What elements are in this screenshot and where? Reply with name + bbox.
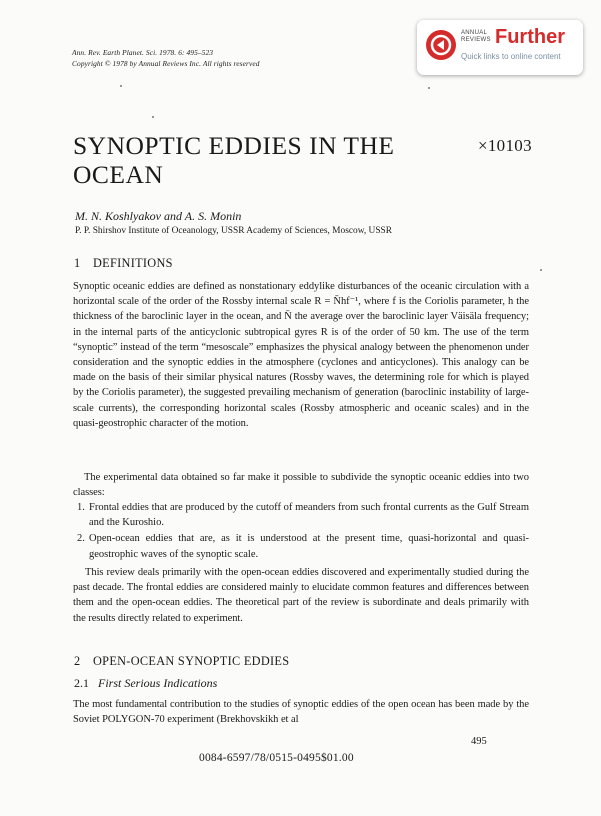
journal-reference: Ann. Rev. Earth Planet. Sci. 1978. 6: 495–523 xyxy=(72,48,214,57)
section-title: OPEN-OCEAN SYNOPTIC EDDIES xyxy=(93,654,290,668)
section-heading-open-ocean xyxy=(74,654,289,669)
price-code: 0084-6597/78/0515-0495$01.00 xyxy=(199,752,354,764)
annual-reviews-logo-icon xyxy=(426,30,456,60)
section-number: 1 xyxy=(74,256,81,270)
scan-speck xyxy=(540,269,542,271)
paragraph: This review deals primarily with the open-ocean eddies discovered and experimentally studied during the past decade. The frontal eddies are considered mainly to elucidate common features and differences between them and the open-ocean eddies. The theoretical part of the review is subordinate and deals primarily with the results directly related to experiment. xyxy=(73,567,529,624)
list-item-text: Frontal eddies that are produced by the cutoff of meanders from such frontal currents as the Gulf Stream and the Kuroshio. xyxy=(89,502,529,529)
section-title: DEFINITIONS xyxy=(93,256,173,270)
scan-speck xyxy=(152,116,154,118)
list-item-number: 1. xyxy=(77,502,85,513)
subsection-title: First Serious Indications xyxy=(98,676,218,690)
copyright-notice: Copyright © 1978 by Annual Reviews Inc. All rights reserved xyxy=(72,59,260,68)
further-links-badge[interactable] xyxy=(417,20,583,75)
list-item-text: Open-ocean eddies that are, as it is understood at the present time, quasi-horizontal and quasi-geostrophic waves of the synoptic scale. xyxy=(89,533,529,560)
annual-reviews-label: ANNUAL REVIEWS xyxy=(461,30,491,43)
scan-speck xyxy=(428,87,430,89)
section-number: 2 xyxy=(74,654,81,668)
section-heading-definitions xyxy=(74,256,173,271)
article-id: ×10103 xyxy=(478,136,532,155)
paragraph: The experimental data obtained so far make it possible to subdivide the synoptic oceanic eddies into two classes: xyxy=(73,472,529,499)
list-item-number: 2. xyxy=(77,533,85,545)
list-item xyxy=(77,500,529,530)
further-label: Further xyxy=(495,26,565,48)
further-subtitle: Quick links to online content xyxy=(461,52,561,61)
eddy-classes-list xyxy=(77,500,529,563)
paragraph: The most fundamental contribution to the studies of synoptic eddies of the open ocean has been made by the Soviet POLYGON-70 experiment (Brekhovskikh et al xyxy=(73,699,529,726)
scan-speck xyxy=(120,85,122,87)
subsection-number: 2.1 xyxy=(74,676,89,690)
affiliation: P. P. Shirshov Institute of Oceanology, USSR Academy of Sciences, Moscow, USSR xyxy=(75,226,392,236)
article-title: SYNOPTIC EDDIES IN THE OCEAN xyxy=(73,131,395,189)
authors: M. N. Koshlyakov and A. S. Monin xyxy=(75,209,242,223)
paragraph: Synoptic oceanic eddies are defined as nonstationary eddylike disturbances of the oceanic circulation with a horizontal scale of the order of the Rossby internal scale R = N̄hf⁻¹, where f is the Coriolis parameter, h the thickness of the baroclinic layer in the ocean, and N̄ the average over the baroclinic layer Väisäla frequency; in the internal parts of the anticyclonic subtropical gyres R is of the order of 50 km. The use of the term “synoptic” instead of the term “mesoscale” emphasizes the physical analogy between the phenomenon under consideration and the synoptic eddies in the atmosphere (cyclones and anticyclones). This analogy can be made on the basis of their similar physical natures (Rossby waves, the determining role for which is played by the Coriolis parameter), the suggested prevailing mechanism of generation (baroclinic instability of large-scale currents), the corresponding horizontal scales (Rossby atmospheric and oceanic scales) and in the quasi-geostrophic character of the motion. xyxy=(73,281,529,429)
list-item xyxy=(77,531,529,561)
subsection-heading xyxy=(74,676,217,691)
page-number: 495 xyxy=(471,736,487,747)
